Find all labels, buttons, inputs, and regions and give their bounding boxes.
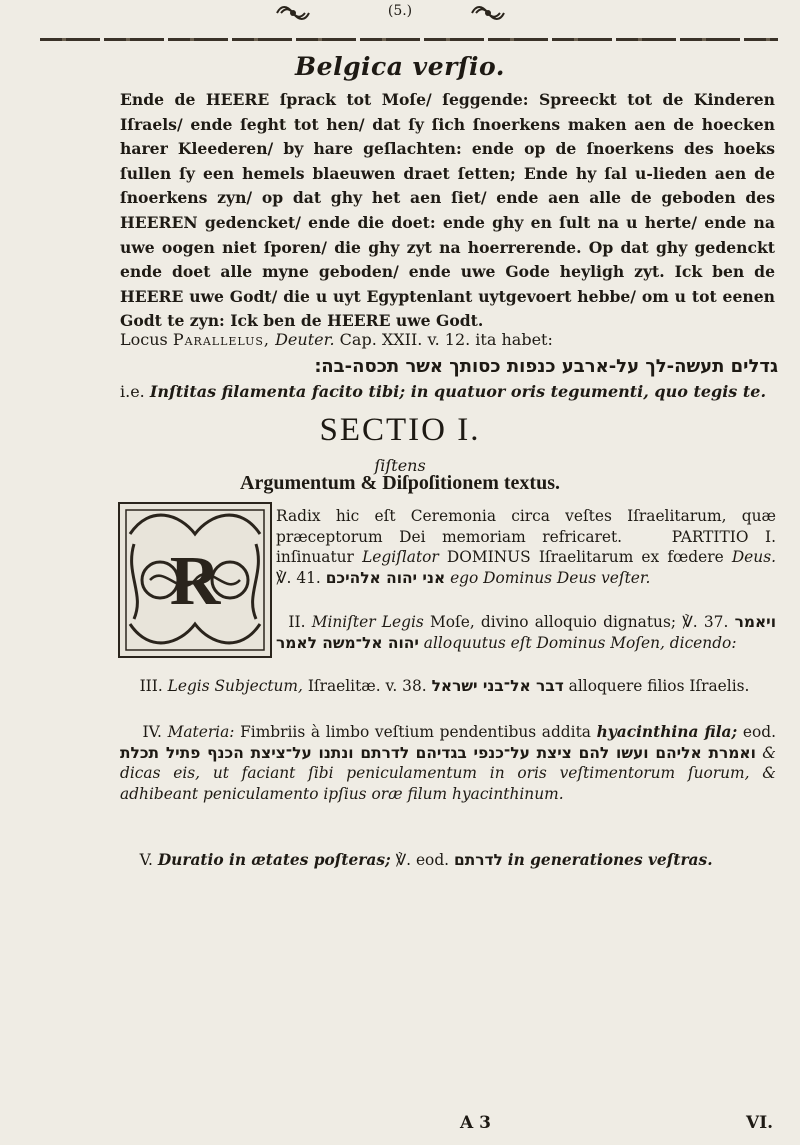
locus-ref: Deuter.	[275, 330, 335, 349]
hebrew-verse: גדלים תעשה-לך על-ארבע כנפות כסותך אשר תכסה-בה׃	[314, 356, 778, 377]
ie-text: Inſtitas filamenta facito tibi; in quatuor oris tegumenti, quo tegis te.	[149, 382, 767, 401]
header-rule	[40, 38, 778, 41]
svg-text:R: R	[169, 543, 221, 620]
iv-eod: eod.	[742, 723, 776, 741]
v-num: V.	[139, 851, 153, 869]
partitio-latin: ego Dominus Deus veſter.	[450, 568, 651, 587]
decorated-initial-r-icon	[118, 502, 272, 658]
catchword: VI.	[746, 1113, 774, 1133]
iv-materia: Materia:	[167, 723, 235, 741]
partitio-a: PARTITIO I. inſinuatur	[276, 527, 776, 566]
radix-paragraph	[276, 506, 776, 588]
iv-num: IV.	[142, 723, 162, 741]
iv-paragraph	[120, 722, 776, 804]
iii-num: III.	[139, 677, 163, 695]
iii-subject: Legis Subjectum,	[167, 677, 303, 695]
v-hebrew: לדרתם	[453, 851, 503, 869]
partitio-hebrew: אני יהוה אלהיכם	[325, 568, 446, 587]
locus-author: Parallelus,	[172, 330, 270, 349]
locus-ref-rest: Cap. XXII. v. 12. ita habet:	[339, 330, 553, 349]
ii-minister: Miniſter Legis	[311, 613, 424, 631]
latin-translation	[120, 382, 775, 401]
ii-paragraph	[276, 612, 776, 653]
section-heading: SECTIO I.	[319, 412, 481, 448]
radix-text: Radix hic eſt Ceremonia circa veſtes Iſraelitarum, quæ præceptorum Dei memoriam refricaret.	[276, 507, 776, 546]
signature-mark: A 3	[460, 1113, 491, 1133]
iv-hebrew-1: ואמרת אליהם ועשו להם ציצת על־כנפי בגדיהם	[415, 743, 756, 762]
page-header	[0, 0, 800, 34]
iv-hebrew-2: לדרתם ונתנו על־ציצת הכנף פתיל תכלת	[120, 743, 410, 762]
locus-line	[120, 330, 775, 349]
version-title: Belgica verſio.	[295, 52, 505, 81]
folio-number: (5.)	[387, 3, 413, 19]
partitio-deus: Deus.	[731, 548, 776, 566]
partitio-legislator: Legiſlator	[362, 548, 439, 566]
iii-latin: alloquere filios Iſraelis.	[568, 677, 750, 695]
argument-heading: Argumentum & Diſpoſitionem textus.	[240, 472, 560, 494]
ii-hebrew: ויאמר יהוה אל־משה לאמר	[276, 613, 776, 652]
dutch-paragraph: Ende de HEERE ſprack tot Moſe/ ſeggende: Spreeckt tot de Kinderen Iſraels/ ende ſeght tot hen/ dat ſy ſich ſnoerkens maken aen de hoecken harer Kleederen/ by hare geſlachten: ende op de ſnoerkens des hoeks ſullen ſy een hemels blaeuwen draet ſetten; Ende hy ſal u-lieden aen de ſnoerkens zyn/ op dat ghy het aen ſiet/ ende aen alle de geboden des HEEREN gedencket/ ende die doet: ende ghy en ſult na u herte/ ende na uwe oogen niet ſporen/ die ghy zyt na hoerrerende. Op dat ghy gedenckt ende doet alle myne geboden/ ende uwe Gode heyligh zyt. Ick ben de HEERE uwe Godt/ die u uyt Egyptenlant uytgevoert hebbe/ om u tot eenen Godt te zyn: Ick ben de HEERE uwe Godt.	[120, 90, 775, 331]
ie-lead: i.e.	[120, 382, 145, 401]
v-latin: in generationes veſtras.	[507, 851, 713, 869]
iv-latin: & dicas eis, ut faciant ſibi peniculamentum in oris veſtimentorum ſuorum, & adhibeant peniculamento ipſius oræ filum hyacinthinum.	[120, 743, 776, 803]
iv-fila: hyacinthina fila;	[596, 723, 738, 741]
right-ornament-icon	[470, 4, 506, 22]
section-subheading: ſiſtens	[374, 456, 426, 475]
ii-text: Moſe, divino alloquio dignatus; ℣. 37.	[430, 613, 729, 631]
ii-num: II.	[288, 613, 306, 631]
iii-hebrew: דבר אל־בני ישראל	[431, 677, 564, 695]
ii-latin: alloquutus eſt Dominus Moſen, dicendo:	[423, 633, 737, 652]
partitio-verse: ℣. 41.	[276, 568, 321, 587]
iv-text: Fimbriis à limbo veſtium pendentibus addita	[240, 723, 591, 741]
v-paragraph	[120, 850, 776, 871]
v-verse: ℣. eod.	[395, 851, 450, 869]
left-ornament-icon	[275, 4, 311, 22]
iii-text: Iſraelitæ. v. 38.	[307, 677, 427, 695]
partitio-dominus: DOMINUS Iſraelitarum ex fœdere	[446, 548, 724, 566]
iii-paragraph	[120, 676, 776, 697]
v-duratio: Duratio in ætates poſteras;	[157, 851, 391, 869]
locus-lead: Locus	[120, 330, 168, 349]
